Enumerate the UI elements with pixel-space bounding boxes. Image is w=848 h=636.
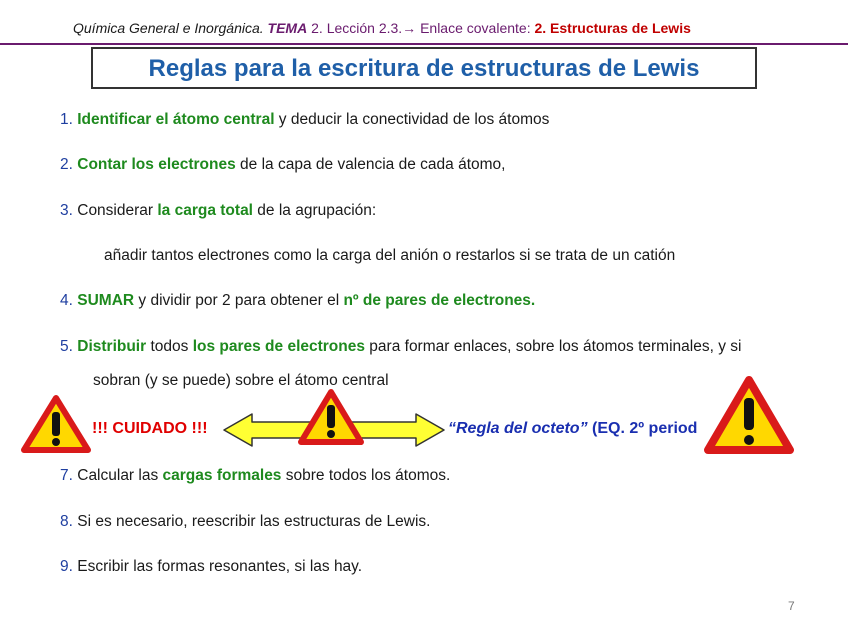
page-number: 7 [788,599,795,613]
rule-text: de la capa de valencia de cada átomo, [235,156,506,173]
warning-triangle-icon [702,374,796,458]
rule-7 [60,467,450,485]
header-divider [0,43,848,45]
lesson-label: Lección 2.3.→ Enlace covalente: [326,20,531,36]
rule-number: 8. [60,513,73,530]
rule-text: sobre todos los átomos. [281,467,451,484]
rule-text: Considerar [72,202,158,219]
warning-text: !!! CUIDADO !!! [92,420,208,437]
rule-highlight-2: nº de pares de electrones [343,292,531,309]
rule-end: . [530,292,536,309]
rule-number: 7. [60,467,73,484]
rule-highlight: Identificar el átomo central [77,111,275,128]
course-name: Química General e Inorgánica. [73,20,264,36]
tema-number: 2. [311,20,323,36]
subtopic-label: 2. Estructuras de Lewis [534,20,691,36]
rule-number: 1. [60,111,73,128]
rule-text: y deducir la conectividad de los átomos [274,111,550,128]
warning-triangle-icon [20,392,92,456]
rule-5-detail: sobran (y se puede) sobre el átomo central [93,372,389,389]
rule-number: 2. [60,156,73,173]
rule-number: 3. [60,202,73,219]
rule-text: Escribir las formas resonantes, si las hay. [72,558,363,575]
slide-header [73,20,691,36]
rule-8 [60,513,430,531]
rule-text: para formar enlaces, sobre los átomos terminales, y si [365,338,742,355]
rule-highlight-2: los pares de electrones [192,338,365,355]
rule-9 [60,558,362,576]
rule-text: de la agrupación: [253,202,377,219]
rule-number: 9. [60,558,73,575]
slide-title: Reglas para la escritura de estructuras de Lewis [148,55,700,82]
rule-highlight: la carga total [157,202,253,219]
rule-text: y dividir por 2 para obtener el [134,292,344,309]
octet-rule-text [448,420,697,438]
rule-5 [60,338,741,356]
rule-4 [60,292,535,310]
rule-3-detail: añadir tantos electrones como la carga del anión o restarlos si se trata de un catión [104,247,676,264]
rule-1 [60,111,549,129]
rule-3 [60,202,376,220]
rule-text: todos [146,338,193,355]
warning-triangle-icon [297,386,365,448]
title-box [91,47,757,89]
tema-label: TEMA [267,20,308,36]
rule-highlight: cargas formales [162,467,282,484]
rule-number: 4. [60,292,73,309]
rule-number: 5. [60,338,73,355]
rule-text: Calcular las [72,467,163,484]
rule-highlight: Contar los electrones [77,156,236,173]
rule-highlight: SUMAR [77,292,135,309]
octet-rule-detail: (EQ. 2º period [587,420,698,437]
octet-rule-name: “Regla del octeto” [448,420,588,437]
rule-2 [60,156,505,174]
rule-highlight: Distribuir [77,338,147,355]
rule-text: Si es necesario, reescribir las estructuras de Lewis. [72,513,431,530]
